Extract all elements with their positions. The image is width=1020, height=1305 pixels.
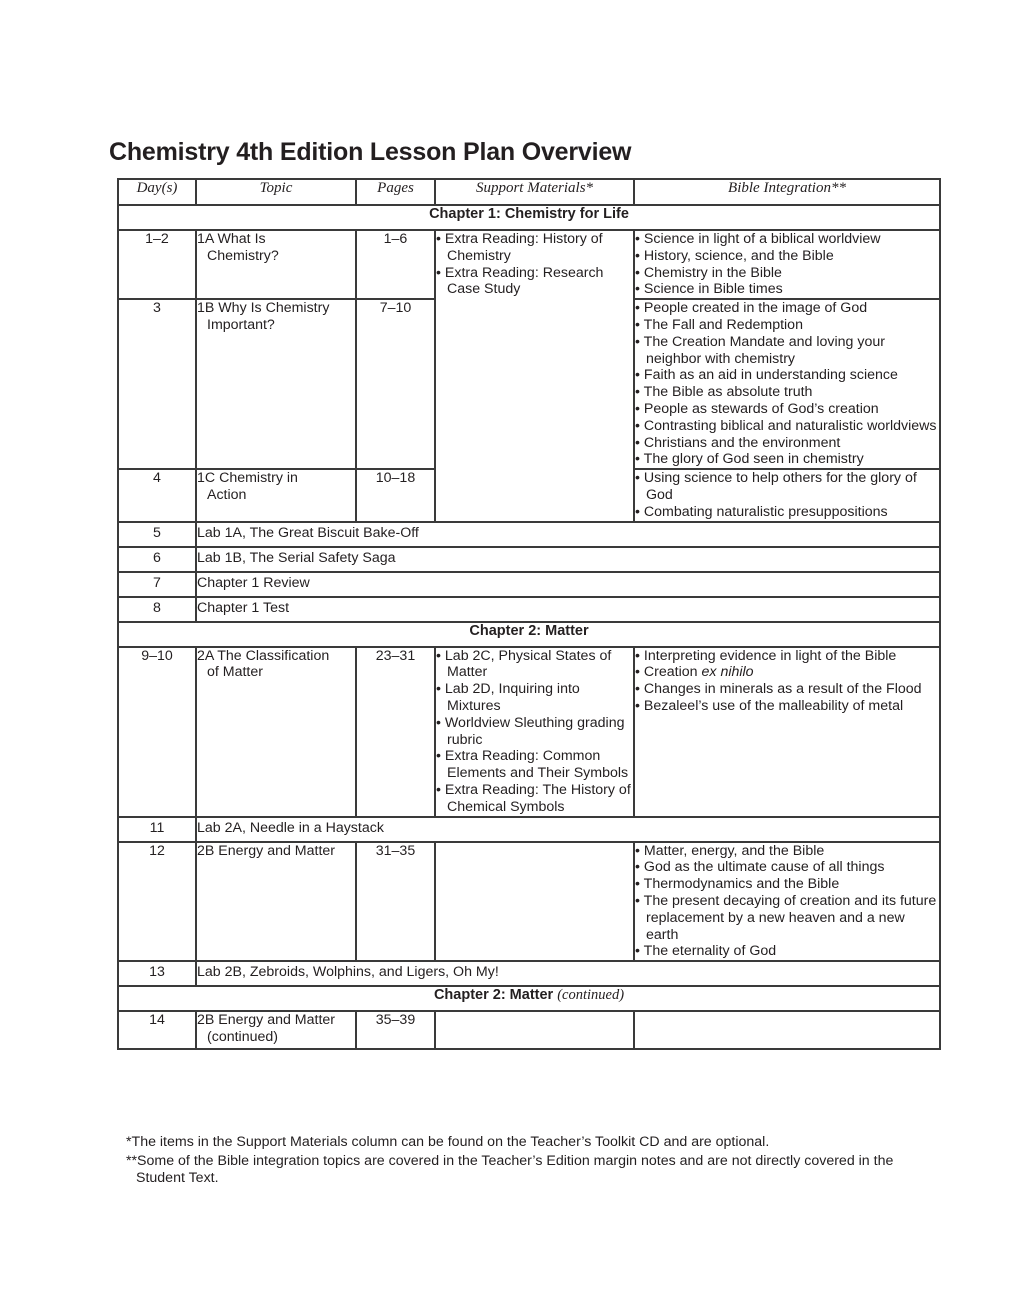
italic-term: ex nihilo <box>701 664 754 681</box>
list-item: • The Creation Mandate and loving your neighbor with chemistry <box>635 334 939 368</box>
footnote: *The items in the Support Materials column can be found on the Teacher’s Toolkit CD and are optional. <box>126 1134 770 1150</box>
row-topic: 2A The Classification of Matter <box>196 647 356 817</box>
row-activity: Lab 2B, Zebroids, Wolphins, and Ligers, Oh My! <box>196 961 940 986</box>
list-item: • Extra Reading: Research Case Study <box>436 265 633 299</box>
list-item: • God as the ultimate cause of all things <box>635 859 939 876</box>
row-days: 13 <box>118 961 196 986</box>
list-item: • Extra Reading: Common Elements and Their Symbols <box>436 748 633 782</box>
list-item: • Science in light of a biblical worldview <box>635 231 939 248</box>
table-row <box>118 522 940 547</box>
support-materials-cell <box>435 647 634 817</box>
list-item: • Thermodynamics and the Bible <box>635 876 939 893</box>
list-item: • Interpreting evidence in light of the Bible <box>635 648 939 665</box>
footnote: **Some of the Bible integration topics are covered in the Teacher’s Edition margin notes and are not directly covered in the Student Text. <box>126 1153 894 1186</box>
row-topic: 1C Chemistry in Action <box>196 469 356 521</box>
row-activity: Lab 2A, Needle in a Haystack <box>196 817 940 842</box>
row-activity: Lab 1A, The Great Biscuit Bake-Off <box>196 522 940 547</box>
list-item: • Bezaleel’s use of the malleability of metal <box>635 698 939 715</box>
row-days: 9–10 <box>118 647 196 817</box>
footnotes <box>126 1134 926 1189</box>
row-topic: 2B Energy and Matter <box>196 842 356 962</box>
table-row <box>118 647 940 817</box>
bible-integration-cell <box>634 842 940 962</box>
row-days: 8 <box>118 597 196 622</box>
table-row <box>118 597 940 622</box>
row-pages: 10–18 <box>356 469 435 521</box>
row-topic: 1B Why Is Chemistry Important? <box>196 299 356 469</box>
list-item: • Using science to help others for the glory of God <box>635 470 939 504</box>
col-topic-header: Topic <box>196 179 356 205</box>
table-row <box>118 547 940 572</box>
list-item: • Extra Reading: History of Chemistry <box>436 231 633 265</box>
list-item: • The Bible as absolute truth <box>635 384 939 401</box>
row-days: 11 <box>118 817 196 842</box>
row-topic: 1A What Is Chemistry? <box>196 230 356 299</box>
row-activity: Chapter 1 Test <box>196 597 940 622</box>
support-materials-cell <box>435 230 634 522</box>
bible-integration-cell <box>634 1011 940 1049</box>
list-item: • The glory of God seen in chemistry <box>635 451 939 468</box>
table-row <box>118 817 940 842</box>
support-materials-cell <box>435 842 634 962</box>
row-days: 7 <box>118 572 196 597</box>
list-item: • Extra Reading: The History of Chemical Symbols <box>436 782 633 816</box>
row-days: 5 <box>118 522 196 547</box>
col-bible-header: Bible Integration** <box>634 179 940 205</box>
list-item: • History, science, and the Bible <box>635 248 939 265</box>
list-item: • People created in the image of God <box>635 300 939 317</box>
lesson-plan-table <box>117 178 941 1050</box>
list-item: • Lab 2C, Physical States of Matter <box>436 648 633 682</box>
col-days-header: Day(s) <box>118 179 196 205</box>
list-item: • Contrasting biblical and naturalistic worldviews <box>635 418 939 435</box>
row-topic: 2B Energy and Matter (continued) <box>196 1011 356 1049</box>
list-item: • Chemistry in the Bible <box>635 265 939 282</box>
table-row <box>118 842 940 962</box>
list-item: • The Fall and Redemption <box>635 317 939 334</box>
row-activity: Lab 1B, The Serial Safety Saga <box>196 547 940 572</box>
list-item: • Science in Bible times <box>635 281 939 298</box>
row-pages: 35–39 <box>356 1011 435 1049</box>
bible-integration-cell <box>634 230 940 299</box>
support-materials-cell <box>435 1011 634 1049</box>
list-item: • Lab 2D, Inquiring into Mixtures <box>436 681 633 715</box>
row-pages: 23–31 <box>356 647 435 817</box>
row-days: 4 <box>118 469 196 521</box>
table-row <box>118 572 940 597</box>
col-pages-header: Pages <box>356 179 435 205</box>
row-days: 3 <box>118 299 196 469</box>
list-item: • Changes in minerals as a result of the Flood <box>635 681 939 698</box>
row-pages: 31–35 <box>356 842 435 962</box>
row-days: 14 <box>118 1011 196 1049</box>
list-item: • People as stewards of God’s creation <box>635 401 939 418</box>
chapter-heading: Chapter 2: Matter (continued) <box>118 986 940 1011</box>
list-item: • Matter, energy, and the Bible <box>635 843 939 860</box>
bible-integration-cell <box>634 299 940 469</box>
list-item: • Christians and the environment <box>635 435 939 452</box>
col-support-header: Support Materials* <box>435 179 634 205</box>
row-days: 6 <box>118 547 196 572</box>
list-item: • Combating naturalistic presuppositions <box>635 504 939 521</box>
row-pages: 1–6 <box>356 230 435 299</box>
chapter-heading: Chapter 2: Matter <box>118 622 940 647</box>
bible-integration-cell <box>634 647 940 817</box>
table-row <box>118 961 940 986</box>
row-days: 12 <box>118 842 196 962</box>
bible-integration-cell <box>634 469 940 521</box>
list-item: • Creation ex nihilo <box>635 664 939 681</box>
page-title: Chemistry 4th Edition Lesson Plan Overview <box>109 138 632 166</box>
chapter-heading: Chapter 1: Chemistry for Life <box>118 205 940 230</box>
table-row <box>118 1011 940 1049</box>
list-item: • The eternality of God <box>635 943 939 960</box>
list-item: • The present decaying of creation and its future replacement by a new heaven and a new earth <box>635 893 939 943</box>
list-item: • Faith as an aid in understanding science <box>635 367 939 384</box>
row-days: 1–2 <box>118 230 196 299</box>
header-row <box>118 179 940 205</box>
row-pages: 7–10 <box>356 299 435 469</box>
row-activity: Chapter 1 Review <box>196 572 940 597</box>
list-item: • Worldview Sleuthing grading rubric <box>436 715 633 749</box>
table-row <box>118 230 940 299</box>
